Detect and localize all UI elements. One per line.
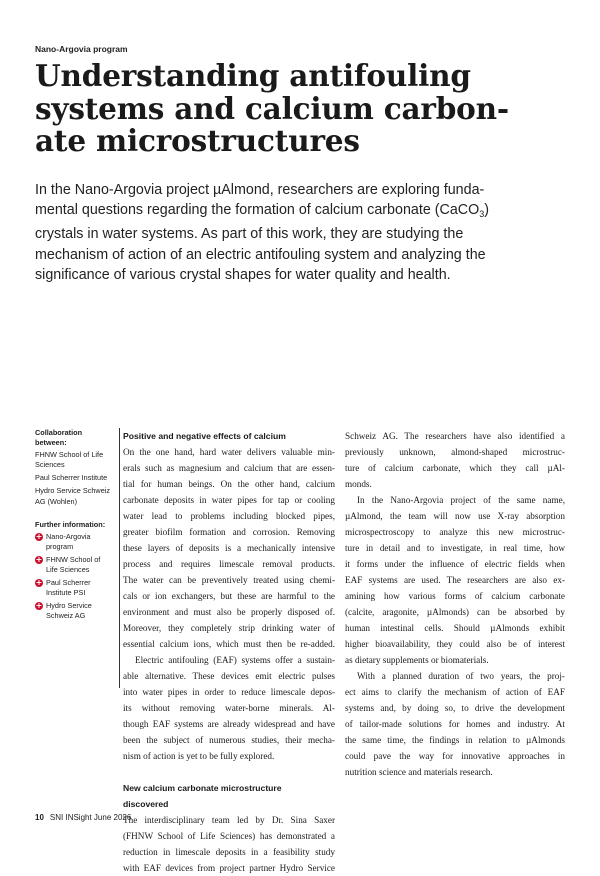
collaborator-line: Paul Scherrer Institute xyxy=(35,473,108,483)
link-label: Nano-Argovia program xyxy=(46,531,91,551)
collaborator-line: Sciences xyxy=(35,460,65,470)
collaborator-line: Hydro Service Schweiz xyxy=(35,486,111,496)
link-label: Paul Scherrer Institute PSI xyxy=(46,578,91,598)
collaboration-heading: Collaboration between: xyxy=(35,428,83,448)
section-kicker: Nano-Argovia program xyxy=(35,44,128,54)
lead-line: mechanism of action of an electric antifouling system and analyzing the xyxy=(35,246,486,263)
publication-name: SNI INSight June 2026 xyxy=(49,813,132,822)
paragraph: The interdisciplinary team led by Dr. Sina Saxer (FHNW School of Life Sciences) has demonstrated a reduction in limescale deposits in a feasibility study with EAF devices from project partner Hydro Service xyxy=(123,815,335,873)
link-nano-argovia[interactable] xyxy=(35,532,115,552)
section-heading-new-microstructure: New calcium carbonate microstructure discovered xyxy=(123,783,282,809)
lead-line: In the Nano-Argovia project µAlmond, researchers are exploring funda- xyxy=(35,182,485,198)
lead-line xyxy=(35,200,575,224)
plus-circle-icon: + xyxy=(35,531,43,541)
link-fhnw[interactable] xyxy=(35,555,115,575)
body-column-2 xyxy=(345,428,565,780)
column-divider xyxy=(119,428,120,688)
title-line: Understanding antifouling xyxy=(35,58,471,93)
subscript-3: 3 xyxy=(479,209,485,220)
lead-text: mental questions regarding the formation of calcium carbonate (CaCO xyxy=(35,202,480,219)
link-label: Hydro Service Schweiz AG xyxy=(46,601,92,621)
title-line: ate microstructures xyxy=(35,123,360,158)
collaborator-line: AG (Wohlen) xyxy=(35,496,78,506)
collaborator-hydro-service xyxy=(35,486,115,506)
body-column-1 xyxy=(123,428,335,876)
further-info-heading: Further information: xyxy=(35,519,106,529)
collaborator-line: FHNW School of Life xyxy=(35,450,104,460)
paragraph: In the Nano-Argovia project of the same name, µAlmond, the team will now use X-ray absorption microspectroscopy to analyze this new microstruc- ture in detail and to investigate, in real time, how it forms under the influence of electric fields when EAF systems are used. The researchers are also ex- amining how various forms of calcium carbonate (calcite, aragonite, µAlmonds) can be absorbed by human intestinal cells. Should µAlmonds exhibit higher bioavailability, they could also be of interest as dietary supplements or biomaterials. xyxy=(345,495,565,665)
collaborator-fhnw xyxy=(35,450,115,470)
lead-line: crystals in water systems. As part of this work, they are studying the xyxy=(35,226,464,243)
paragraph: Schweiz AG. The researchers have also identified a previously unknown, almond-shaped microstruc- ture of calcium carbonate, which they call µAl- monds. xyxy=(345,431,565,489)
link-label: FHNW School of Life Sciences xyxy=(46,554,101,575)
paragraph: Electric antifouling (EAF) systems offer a sustain- able alternative. These devices emit electric pulses into water pipes in order to reduce limescale depos- its without removing water-borne minerals. Al- though EAF systems are already widespread and have been the subject of numerous studies, their mecha- nism of action is yet to be fully explored. xyxy=(123,655,335,761)
info-sidebar xyxy=(35,428,115,625)
page-number: 10 xyxy=(35,813,44,822)
plus-circle-icon: + xyxy=(35,554,43,564)
section-heading-calcium-effects: Positive and negative effects of calcium xyxy=(123,431,286,441)
lead-paragraph xyxy=(35,180,575,285)
paragraph: With a planned duration of two years, the proj- ect aims to clarify the mechanism of action of EAF systems and, by doing so, to drive the development of tailor-made solutions for homes and industry. At the same time, the findings in relation to µAlmonds could pave the way for innovative approaches in nutrition science and materials research. xyxy=(345,671,565,777)
collaborator-psi xyxy=(35,473,115,483)
page-footer xyxy=(35,813,131,822)
plus-circle-icon: + xyxy=(35,578,43,588)
title-line: systems and calcium carbon- xyxy=(35,90,509,126)
plus-circle-icon: + xyxy=(35,601,43,611)
lead-text: ) xyxy=(484,202,490,219)
paragraph: On the one hand, hard water delivers valuable min- erals such as magnesium and calcium that are essen- tial for human beings. On the other hand, calcium carbonate deposits in water pipes for tap or cooling water lead to problems including blocked pipes, greater biofilm formation and corrosion. Removing these layers of deposits is a mechanically intensive process and requires limescale removal products. The water can be preventively treated using chemi- cals or ion exchangers, but these are harmful to the environment and must also be properly disposed of. Moreover, they completely strip drinking water of essential calcium ions, which must then be re-added. xyxy=(123,447,335,649)
article-title xyxy=(35,60,575,158)
lead-line: significance of various crystal shapes for water quality and health. xyxy=(35,266,451,283)
link-psi[interactable] xyxy=(35,578,115,598)
link-hydro-service[interactable] xyxy=(35,601,115,621)
